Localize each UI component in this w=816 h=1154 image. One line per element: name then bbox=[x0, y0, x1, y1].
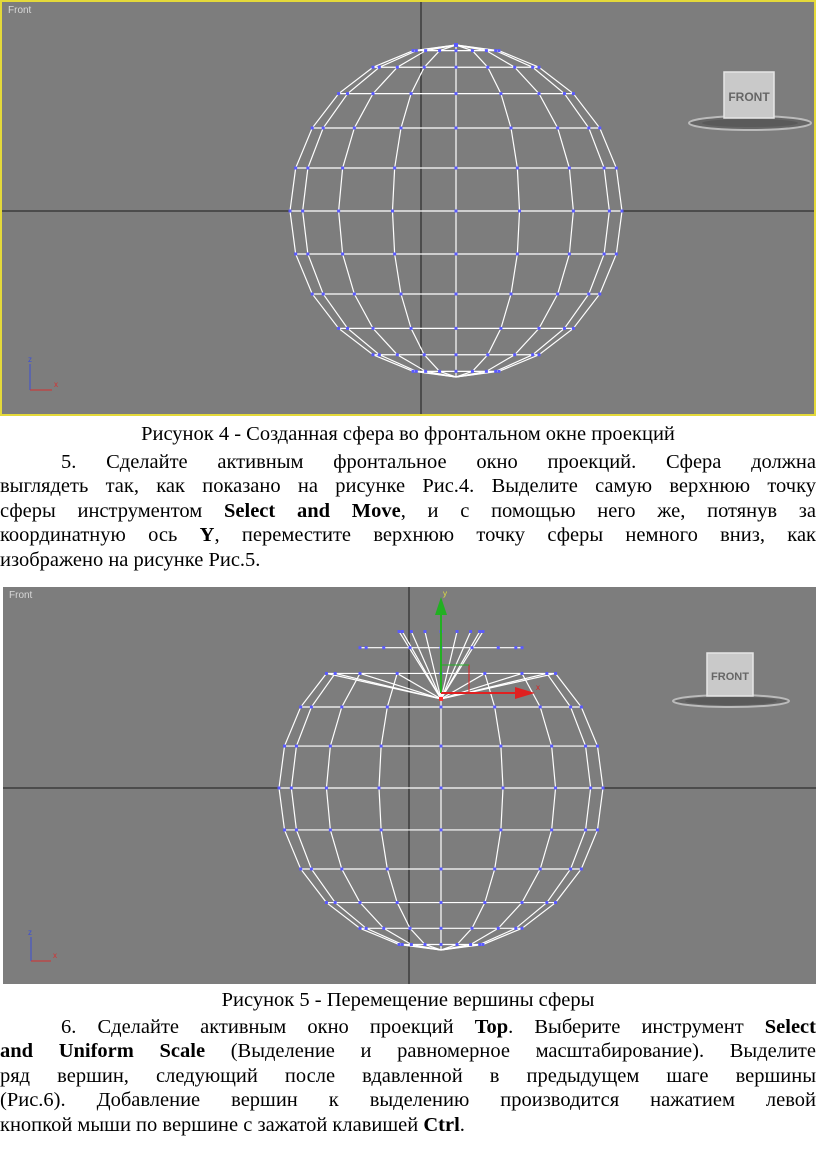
vertex bbox=[603, 167, 606, 170]
vertex bbox=[372, 92, 375, 95]
vertex bbox=[494, 49, 497, 52]
axis-x-label: x bbox=[54, 380, 58, 389]
p5-line4-text: координатную ось bbox=[0, 524, 200, 547]
vertex bbox=[372, 327, 375, 330]
vertex bbox=[455, 210, 458, 213]
vertex bbox=[471, 370, 474, 373]
viewcube-icon[interactable] bbox=[688, 68, 812, 134]
gizmo-x-label: x bbox=[536, 683, 540, 692]
viewcube-label: FRONT bbox=[728, 90, 770, 104]
vertex bbox=[294, 252, 297, 255]
vertex bbox=[513, 353, 516, 356]
p6-line5 bbox=[0, 1113, 816, 1137]
vertex bbox=[587, 127, 590, 130]
vertex bbox=[531, 353, 534, 356]
figure5-caption: Рисунок 5 - Перемещение вершины сферы bbox=[221, 989, 595, 1011]
p6-line1-text-mid: . Выберите инструмент bbox=[508, 1016, 765, 1038]
vertex bbox=[499, 327, 502, 330]
figure4-caption: Рисунок 4 - Созданная сфера во фронтальном окне проекций bbox=[141, 423, 675, 445]
p5-line5: изображено на рисунке Рис.5. bbox=[0, 548, 261, 571]
vertex bbox=[598, 127, 601, 130]
axis-z-label: z bbox=[28, 928, 32, 937]
vertex bbox=[455, 49, 458, 52]
top-vertex bbox=[454, 43, 458, 47]
vertex bbox=[289, 210, 292, 213]
paragraph-step6 bbox=[0, 1015, 816, 1137]
vertex bbox=[337, 92, 340, 95]
vertex bbox=[621, 210, 624, 213]
p6-line1-text: 6. Сделайте активным окно проекций bbox=[61, 1016, 475, 1038]
vertex bbox=[455, 167, 458, 170]
vertex bbox=[587, 293, 590, 296]
vertex bbox=[353, 127, 356, 130]
axis-x-label: x bbox=[53, 951, 57, 960]
vertex bbox=[572, 92, 575, 95]
vertex bbox=[378, 66, 381, 69]
vertex bbox=[306, 167, 309, 170]
sphere-wireframe-figure4 bbox=[2, 2, 814, 414]
vertex bbox=[410, 92, 413, 95]
p5-line1: 5. Сделайте активным фронтальное окно проекций. Сфера должна bbox=[61, 451, 816, 473]
vertex bbox=[471, 49, 474, 52]
p6-line5-text-end: . bbox=[459, 1113, 465, 1136]
vertex bbox=[485, 370, 488, 373]
vertex bbox=[311, 293, 314, 296]
vertex bbox=[346, 92, 349, 95]
vertex bbox=[346, 327, 349, 330]
vertex bbox=[423, 66, 426, 69]
tool-name-uniform-scale: and Uniform Scale bbox=[0, 1040, 206, 1063]
vertex bbox=[415, 370, 418, 373]
vertex bbox=[322, 127, 325, 130]
vertex bbox=[538, 353, 541, 356]
p5-line3-text: сферы инструментом bbox=[0, 499, 224, 522]
vertex bbox=[510, 293, 513, 296]
p6-line5-text: кнопкой мыши по вершине с зажатой клавишей bbox=[0, 1113, 424, 1136]
vertex bbox=[341, 167, 344, 170]
p5-line4 bbox=[0, 523, 816, 547]
vertex bbox=[415, 49, 418, 52]
vertex bbox=[516, 167, 519, 170]
vertex bbox=[486, 353, 489, 356]
vertex bbox=[497, 370, 500, 373]
vertex bbox=[538, 327, 541, 330]
vertex bbox=[486, 66, 489, 69]
p6-line1 bbox=[0, 1015, 816, 1039]
vertex bbox=[306, 252, 309, 255]
vertex bbox=[568, 252, 571, 255]
viewport-label[interactable]: Front bbox=[8, 5, 32, 16]
vertex bbox=[455, 92, 458, 95]
tool-name-select: Select bbox=[764, 1016, 816, 1038]
vertex bbox=[499, 92, 502, 95]
vertex bbox=[424, 370, 427, 373]
vertex bbox=[353, 293, 356, 296]
p6-line3: ряд вершин, следующий после вдавленной в предыдущем шаге вершины bbox=[0, 1064, 816, 1087]
vertex bbox=[322, 293, 325, 296]
vertex bbox=[603, 252, 606, 255]
vertex bbox=[393, 252, 396, 255]
vertex bbox=[372, 66, 375, 69]
vertex bbox=[572, 210, 575, 213]
key-name-ctrl: Ctrl bbox=[423, 1113, 460, 1136]
gizmo-plane-handle[interactable] bbox=[441, 665, 469, 693]
axis-z-label: z bbox=[28, 355, 32, 364]
front-viewport-figure5[interactable] bbox=[3, 587, 816, 984]
vertex bbox=[598, 293, 601, 296]
vertex bbox=[424, 49, 427, 52]
p6-line2 bbox=[0, 1039, 816, 1063]
vertex bbox=[615, 252, 618, 255]
vertex bbox=[301, 210, 304, 213]
vertex bbox=[531, 66, 534, 69]
vertex bbox=[438, 370, 441, 373]
vertex bbox=[455, 252, 458, 255]
gizmo-x-arrow[interactable] bbox=[515, 687, 535, 699]
gizmo-y-label: y bbox=[443, 589, 447, 598]
vertex bbox=[438, 49, 441, 52]
vertex bbox=[572, 327, 575, 330]
vertex bbox=[410, 327, 413, 330]
vertex bbox=[412, 370, 415, 373]
front-viewport-figure4[interactable] bbox=[0, 0, 816, 416]
viewcube[interactable] bbox=[688, 68, 812, 139]
vertex bbox=[337, 327, 340, 330]
viewport-name-top: Top bbox=[474, 1016, 509, 1038]
vertex bbox=[455, 293, 458, 296]
p5-line3-text-end: , и с помощью него же, потянув за bbox=[400, 499, 816, 522]
tool-name-select-and-move: Select and Move bbox=[224, 499, 401, 522]
vertex bbox=[423, 353, 426, 356]
vertex bbox=[455, 66, 458, 69]
vertex bbox=[485, 49, 488, 52]
vertex bbox=[455, 370, 458, 373]
paragraph-step5 bbox=[0, 450, 816, 572]
p5-line4-text-end: , переместите верхнюю точку сферы немного вниз, как bbox=[214, 524, 816, 547]
p6-line2-text: (Выделение и равномерное масштабирование). Выделите bbox=[205, 1040, 816, 1063]
vertex bbox=[494, 370, 497, 373]
gizmo-y-arrow[interactable] bbox=[435, 597, 447, 615]
vertex bbox=[556, 293, 559, 296]
vertex bbox=[563, 92, 566, 95]
vertex bbox=[391, 210, 394, 213]
p6-line4: (Рис.6). Добавление вершин к выделению производится нажатием левой bbox=[0, 1089, 816, 1112]
vertex bbox=[393, 167, 396, 170]
vertex bbox=[516, 252, 519, 255]
vertex bbox=[311, 127, 314, 130]
vertex bbox=[396, 66, 399, 69]
vertex bbox=[341, 252, 344, 255]
vertex bbox=[608, 210, 611, 213]
vertex bbox=[568, 167, 571, 170]
move-gizmo[interactable] bbox=[3, 587, 816, 984]
vertex bbox=[399, 293, 402, 296]
vertex bbox=[556, 127, 559, 130]
vertex bbox=[455, 127, 458, 130]
vertex bbox=[510, 127, 513, 130]
vertex bbox=[497, 49, 500, 52]
vertex bbox=[399, 127, 402, 130]
vertex bbox=[337, 210, 340, 213]
vertex bbox=[563, 327, 566, 330]
vertex bbox=[294, 167, 297, 170]
vertex bbox=[538, 92, 541, 95]
p5-line3 bbox=[0, 499, 816, 523]
vertex bbox=[615, 167, 618, 170]
vertex bbox=[412, 49, 415, 52]
vertex bbox=[518, 210, 521, 213]
vertex bbox=[396, 353, 399, 356]
vertex bbox=[538, 66, 541, 69]
vertex bbox=[513, 66, 516, 69]
viewcube-label: FRONT bbox=[711, 671, 749, 683]
vertex bbox=[372, 353, 375, 356]
vertex bbox=[455, 327, 458, 330]
viewport-label[interactable]: Front bbox=[9, 590, 33, 601]
vertex bbox=[455, 353, 458, 356]
axis-name-y: Y bbox=[199, 524, 215, 547]
p5-line2: выглядеть так, как показано на рисунке Рис.4. Выделите самую верхнюю точку bbox=[0, 475, 816, 498]
vertex bbox=[378, 353, 381, 356]
